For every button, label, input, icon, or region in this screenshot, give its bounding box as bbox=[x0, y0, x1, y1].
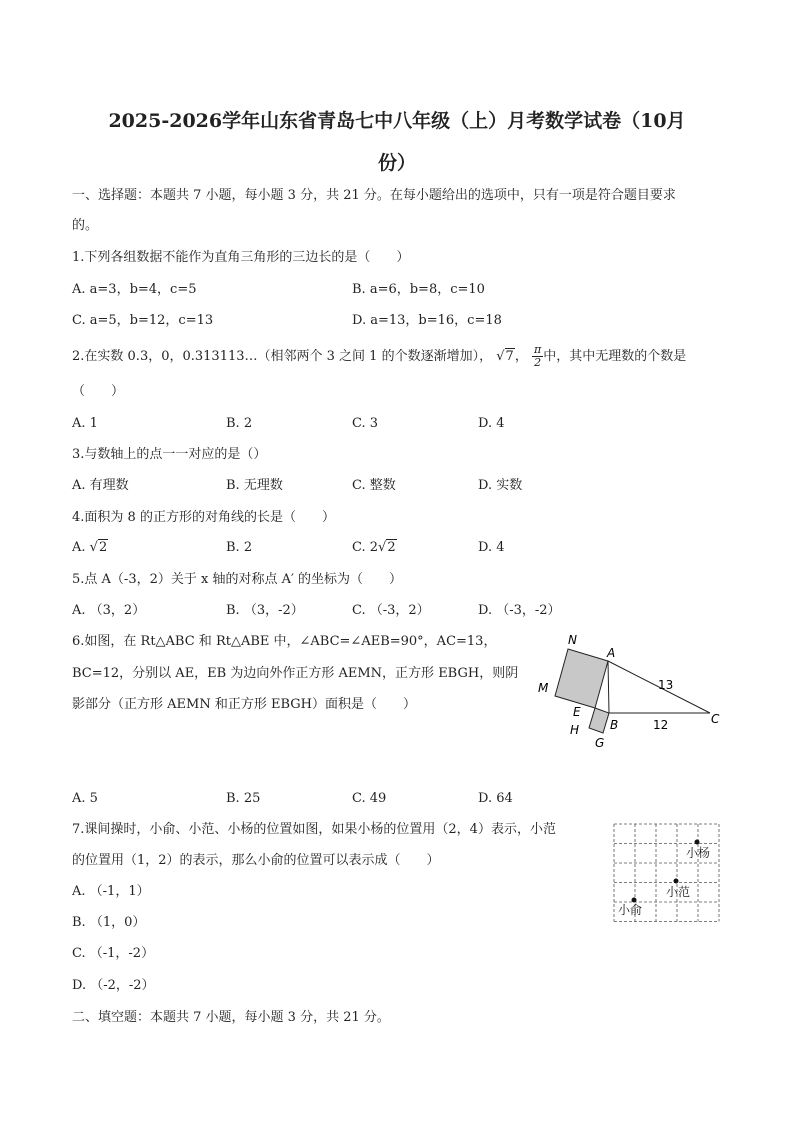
q7-stem-line2: 的位置用（1，2）的表示，那么小俞的位置可以表示成（ ） bbox=[72, 853, 440, 868]
q6-stem-line3: 影部分（正方形 AEMN 和正方形 EBGH）面积是（ ） bbox=[72, 697, 416, 712]
q2-stem-part2: 中，其中无理数的个数是 bbox=[543, 349, 687, 364]
q7-stem-line1: 7.课间操时，小俞、小范、小杨的位置如图，如果小杨的位置用（2，4）表示，小范 bbox=[72, 822, 556, 837]
label-m: M bbox=[538, 681, 549, 695]
label-ac-length: 13 bbox=[658, 678, 674, 692]
exam-title-line2: 份） bbox=[377, 152, 416, 174]
q1-option-c[interactable]: C. a=5，b=12，c=13 bbox=[72, 313, 214, 328]
q4-option-d[interactable]: D. 4 bbox=[478, 540, 505, 555]
exam-title bbox=[60, 100, 734, 184]
q3-option-c[interactable]: C. 整数 bbox=[352, 478, 396, 493]
q2-fraction-num: π bbox=[533, 343, 542, 356]
q6-option-d[interactable]: D. 64 bbox=[478, 791, 513, 806]
q6-option-c[interactable]: C. 49 bbox=[352, 791, 387, 806]
q7-option-c[interactable]: C. （-1，-2） bbox=[72, 946, 155, 961]
q2-fraction bbox=[532, 344, 543, 369]
q6-option-b[interactable]: B. 25 bbox=[226, 791, 261, 806]
q6-option-a[interactable]: A. 5 bbox=[72, 791, 98, 806]
label-b: B bbox=[610, 718, 619, 732]
q3-stem: 3.与数轴上的点一一对应的是（） bbox=[72, 447, 267, 462]
q5-option-c[interactable]: C. （-3，2） bbox=[352, 603, 430, 618]
label-yang: 小杨 bbox=[686, 846, 711, 860]
square-aemn bbox=[555, 649, 608, 708]
q4-option-c-prefix: C. 2 bbox=[352, 540, 379, 555]
q2-stem-part1: 2.在实数 0.3，0，0.313113…（相邻两个 3 之间 1 的个数逐渐增加）， bbox=[72, 349, 493, 364]
q4-option-c-sqrt-arg: 2 bbox=[387, 540, 396, 555]
q4-option-c[interactable] bbox=[352, 538, 397, 558]
q7-option-a[interactable]: A. （-1，1） bbox=[72, 884, 150, 899]
q4-option-a[interactable] bbox=[72, 538, 108, 558]
label-n: N bbox=[568, 633, 577, 647]
q1-option-d[interactable]: D. a=13，b=16，c=18 bbox=[352, 313, 502, 328]
section1-instructions-cont: 的。 bbox=[72, 218, 99, 233]
point-yu bbox=[632, 898, 637, 903]
q2-option-c[interactable]: C. 3 bbox=[352, 416, 379, 431]
q2-sqrt-arg: 7 bbox=[505, 349, 514, 364]
point-fan bbox=[674, 879, 679, 884]
section1-instructions: 一、选择题：本题共 7 小题，每小题 3 分，共 21 分。在每小题给出的选项中，只有一项是符合题目要求 bbox=[72, 188, 676, 203]
segment-ab bbox=[608, 661, 609, 713]
q6-stem-line1: 6.如图，在 Rt△ABC 和 Rt△ABE 中，∠ABC=∠AEB=90°，AC=13， bbox=[72, 634, 497, 649]
q4-option-a-sqrt-arg: 2 bbox=[98, 540, 108, 555]
section2-instructions: 二、填空题：本题共 7 小题，每小题 3 分，共 21 分。 bbox=[72, 1010, 390, 1025]
q1-stem: 1.下列各组数据不能作为直角三角形的三边长的是（ ） bbox=[72, 250, 410, 265]
q5-option-a[interactable]: A. （3，2） bbox=[72, 603, 146, 618]
q4-option-a-prefix: A. bbox=[72, 540, 86, 555]
q5-stem: 5.点 A（-3，2）关于 x 轴的对称点 A′ 的坐标为（ ） bbox=[72, 572, 403, 587]
q4-option-c-sqrt: √2 bbox=[378, 540, 396, 555]
label-a: A bbox=[607, 646, 616, 660]
label-fan: 小范 bbox=[666, 885, 691, 899]
q6-stem-line2: BC=12，分别以 AE，EB 为边向外作正方形 AEMN，正方形 EBGH，则阴 bbox=[72, 666, 519, 681]
q2-sqrt: √7 bbox=[496, 349, 514, 364]
point-yang bbox=[695, 840, 700, 845]
q5-option-d[interactable]: D. （-3，-2） bbox=[478, 603, 561, 618]
q6-figure bbox=[530, 628, 730, 752]
label-c: C bbox=[711, 712, 720, 726]
q2-stem: 2.在实数 0.3，0，0.313113…（相邻两个 3 之间 1 的个数逐渐增加）， √7， $\frac{\pi}{2}$ 中，其中无理数的个数是 bbox=[72, 343, 687, 369]
label-e: E bbox=[573, 705, 581, 719]
q3-option-b[interactable]: B. 无理数 bbox=[226, 478, 283, 493]
label-bc-length: 12 bbox=[653, 718, 669, 732]
label-g: G bbox=[595, 736, 605, 750]
q2-fraction-den: 2 bbox=[534, 356, 542, 369]
q2-option-a[interactable]: A. 1 bbox=[72, 416, 98, 431]
square-ebgh bbox=[589, 708, 609, 733]
q1-option-a[interactable]: A. a=3，b=4，c=5 bbox=[72, 282, 197, 297]
q7-grid-figure bbox=[612, 822, 722, 924]
label-yu: 小俞 bbox=[618, 903, 643, 917]
q7-option-b[interactable]: B. （1，0） bbox=[72, 915, 146, 930]
q4-option-a-sqrt: √2 bbox=[89, 540, 108, 555]
q3-option-a[interactable]: A. 有理数 bbox=[72, 478, 129, 493]
q3-option-d[interactable]: D. 实数 bbox=[478, 478, 523, 493]
q7-option-d[interactable]: D. （-2，-2） bbox=[72, 978, 155, 993]
q4-option-b[interactable]: B. 2 bbox=[226, 540, 253, 555]
q2-option-d[interactable]: D. 4 bbox=[478, 416, 505, 431]
label-h: H bbox=[570, 723, 580, 737]
q2-stem-cont: （ ） bbox=[72, 384, 125, 399]
q1-option-b[interactable]: B. a=6，b=8，c=10 bbox=[352, 282, 485, 297]
q2-option-b[interactable]: B. 2 bbox=[226, 416, 253, 431]
q4-stem: 4.面积为 8 的正方形的对角线的长是（ ） bbox=[72, 510, 335, 525]
exam-title-line1: 2025-2026学年山东省青岛七中八年级（上）月考数学试卷（10月 bbox=[108, 110, 686, 132]
q5-option-b[interactable]: B. （3，-2） bbox=[226, 603, 304, 618]
